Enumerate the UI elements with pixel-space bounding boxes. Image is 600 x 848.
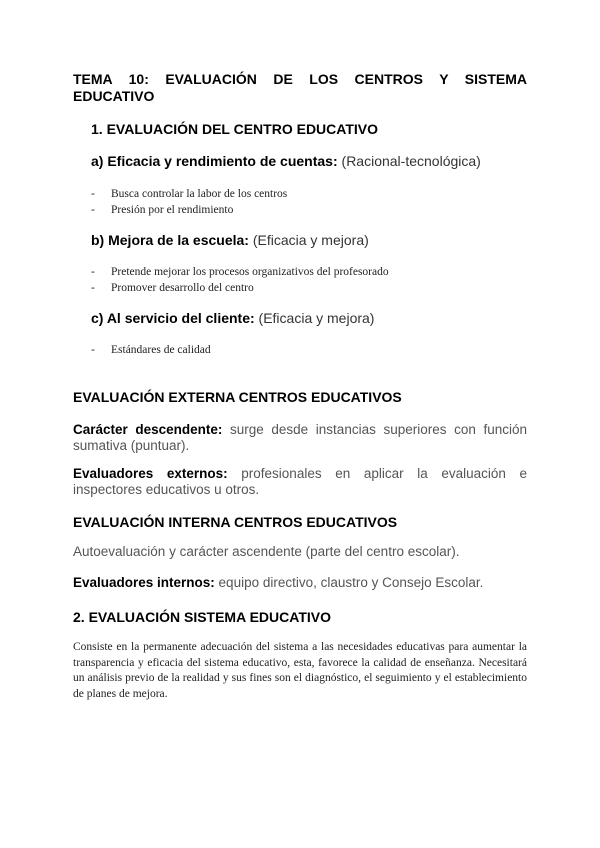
subsection-a-label: a) Eficacia y rendimiento de cuentas: bbox=[91, 153, 338, 169]
document-title bbox=[73, 71, 527, 105]
external-heading: EVALUACIÓN EXTERNA CENTROS EDUCATIVOS bbox=[73, 389, 402, 405]
external-paragraph-1 bbox=[73, 422, 527, 454]
subsection-b-label: b) Mejora de la escuela: bbox=[91, 232, 249, 248]
list-item: - Pretende mejorar los procesos organizativos del profesorado bbox=[91, 266, 389, 278]
external-paragraph-2 bbox=[73, 466, 527, 498]
list-item: - Presión por el rendimiento bbox=[91, 204, 234, 216]
external-p1-label: Carácter descendente: bbox=[73, 422, 223, 437]
section2-paragraph: Consiste en la permanente adecuación del sistema a las necesidades educativas para aumentar la transparencia y eficacia del sistema educativo, esta, favorece la calidad de enseñanza. Necesitará un análisis previo de la realidad y sus fines son el diagnóstico, el seguimiento y el establecimiento de planes de mejora. bbox=[73, 641, 527, 700]
internal-p2-label: Evaluadores internos: bbox=[73, 575, 215, 590]
subsection-c-heading bbox=[91, 310, 374, 326]
subsection-a-list bbox=[91, 186, 287, 218]
internal-heading: EVALUACIÓN INTERNA CENTROS EDUCATIVOS bbox=[73, 514, 398, 530]
section1-heading: 1. EVALUACIÓN DEL CENTRO EDUCATIVO bbox=[91, 121, 379, 137]
subsection-b-heading bbox=[91, 232, 369, 248]
subsection-c-list bbox=[91, 342, 211, 358]
list-item: - Busca controlar la labor de los centros bbox=[91, 188, 288, 200]
subsection-c-paren: (Eficacia y mejora) bbox=[258, 310, 375, 326]
internal-paragraph-2 bbox=[73, 575, 527, 591]
internal-p2-text: equipo directivo, claustro y Consejo Escolar. bbox=[214, 575, 484, 590]
subsection-c-label: c) Al servicio del cliente: bbox=[91, 310, 255, 326]
title-line-1: TEMA 10: EVALUACIÓN DE LOS CENTROS Y SISTEMA bbox=[73, 71, 527, 87]
list-item: - Promover desarrollo del centro bbox=[91, 282, 254, 294]
subsection-b-paren: (Eficacia y mejora) bbox=[252, 232, 369, 248]
subsection-b-list bbox=[91, 264, 389, 296]
external-p2-text: profesionales en aplicar la evaluación e inspectores educativos u otros. bbox=[73, 466, 527, 497]
external-p1-text: surge desde instancias superiores con función sumativa (puntuar). bbox=[73, 422, 527, 453]
subsection-a-heading bbox=[91, 153, 481, 169]
internal-paragraph-1: Autoevaluación y carácter ascendente (parte del centro escolar). bbox=[73, 544, 460, 559]
external-p2-label: Evaluadores externos: bbox=[73, 466, 228, 481]
title-line-2: EDUCATIVO bbox=[73, 88, 155, 104]
subsection-a-paren: (Racional-tecnológica) bbox=[341, 153, 481, 169]
list-item: - Estándares de calidad bbox=[91, 344, 211, 356]
section2-heading: 2. EVALUACIÓN SISTEMA EDUCATIVO bbox=[73, 609, 331, 625]
